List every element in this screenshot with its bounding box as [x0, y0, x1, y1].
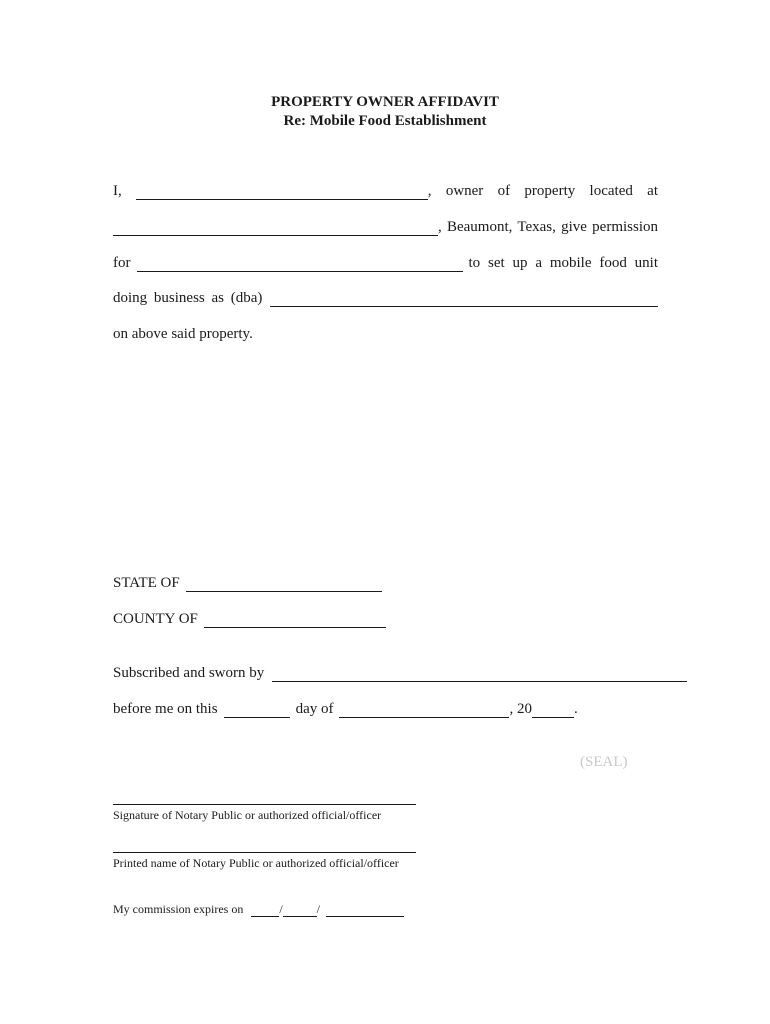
subscribed-by-blank[interactable]	[272, 667, 687, 682]
property-statement-line	[113, 326, 658, 343]
line3-suffix: to set up a mobile food unit	[468, 255, 658, 271]
dba-line	[113, 290, 658, 307]
permission-for-line	[113, 255, 658, 272]
line1-prefix: I,	[113, 183, 122, 199]
month-blank[interactable]	[339, 703, 509, 718]
county-label: COUNTY OF	[113, 611, 198, 627]
period: .	[573, 701, 578, 717]
year-blank[interactable]	[532, 703, 574, 718]
seal-placeholder: (SEAL)	[580, 754, 628, 770]
county-blank[interactable]	[204, 613, 386, 628]
before-me-label: before me on this	[113, 701, 218, 717]
line5-text: on above said property.	[113, 326, 253, 342]
line1-suffix: , owner of property located at	[427, 183, 658, 199]
owner-name-line	[113, 183, 658, 200]
state-line	[113, 575, 382, 592]
notary-signature-line[interactable]	[113, 804, 416, 805]
commission-label: My commission expires on	[113, 902, 244, 916]
line2-suffix: , Beaumont, Texas, give permission	[438, 219, 658, 235]
state-label: STATE OF	[113, 575, 180, 591]
property-location-line	[113, 219, 658, 236]
before-me-line	[113, 701, 578, 718]
property-address-blank[interactable]	[113, 221, 438, 236]
day-blank[interactable]	[224, 703, 290, 718]
year-prefix: , 20	[509, 701, 532, 717]
commission-year-blank[interactable]	[326, 905, 404, 917]
commission-day-blank[interactable]	[283, 905, 317, 917]
permission-for-blank[interactable]	[137, 257, 463, 272]
printed-name-caption: Printed name of Notary Public or authorized official/officer	[113, 856, 399, 870]
subscribed-label: Subscribed and sworn by	[113, 665, 265, 681]
day-of-label: day of	[295, 701, 334, 717]
document-title: PROPERTY OWNER AFFIDAVIT	[271, 94, 499, 110]
line1-suffix-wrap	[428, 183, 658, 200]
document-subtitle: Re: Mobile Food Establishment	[283, 113, 487, 129]
line4-prefix: doing business as (dba)	[113, 290, 263, 306]
commission-line	[113, 902, 404, 917]
commission-month-blank[interactable]	[251, 905, 279, 917]
subscribed-line	[113, 665, 687, 682]
dba-blank[interactable]	[270, 292, 658, 307]
slash-1: /	[279, 902, 283, 916]
printed-name-line[interactable]	[113, 852, 416, 853]
county-line	[113, 611, 386, 628]
owner-name-blank[interactable]	[136, 185, 428, 200]
line3-prefix: for	[113, 255, 131, 271]
signature-caption: Signature of Notary Public or authorized official/officer	[113, 808, 382, 822]
slash-2: /	[316, 902, 321, 916]
state-blank[interactable]	[186, 577, 382, 592]
